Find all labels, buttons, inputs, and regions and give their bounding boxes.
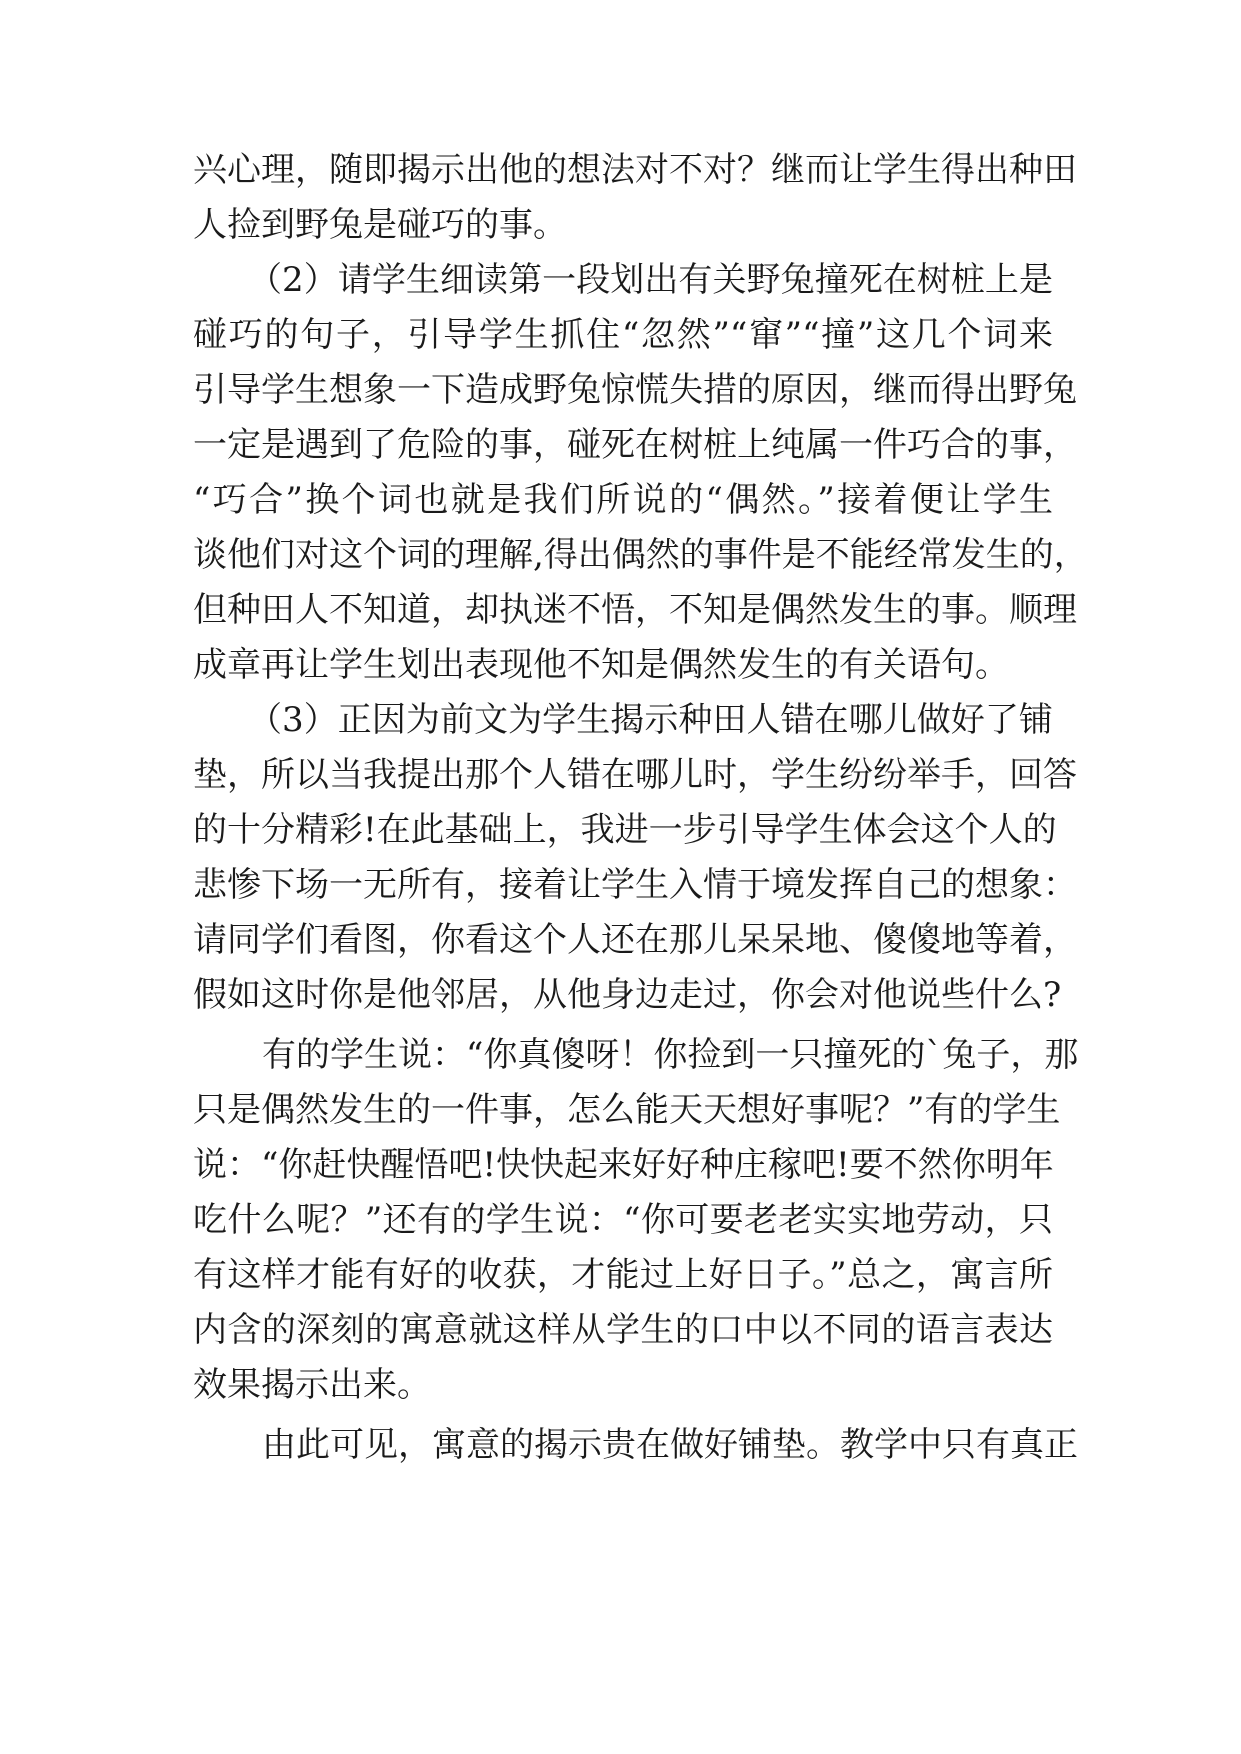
- text-line-24: 由此可见，寓意的揭示贵在做好铺垫。教学中只有真正: [262, 1425, 1078, 1465]
- text-line-22: 内含的深刻的寓意就这样从学生的口中以不同的语言表达: [193, 1310, 1053, 1350]
- text-line-14: 悲惨下场一无所有，接着让学生入情于境发挥自己的想象：: [193, 865, 1077, 905]
- text-line-8: 谈他们对这个词的理解,得出偶然的事件是不能经常发生的，: [193, 535, 1088, 575]
- text-line-17: 有的学生说：“你真傻呀！你捡到一只撞死的`兔子，那: [262, 1035, 1079, 1075]
- text-line-4: 碰巧的句子，引导学生抓住“忽然”“窜”“撞”这几个词来: [193, 315, 1053, 355]
- text-line-9: 但种田人不知道，却执迷不悟，不知是偶然发生的事。顺理: [193, 590, 1077, 630]
- text-line-6: 一定是遇到了危险的事，碰死在树桩上纯属一件巧合的事，: [193, 425, 1077, 465]
- text-line-12: 垫，所以当我提出那个人错在哪儿时，学生纷纷举手，回答: [193, 755, 1077, 795]
- text-line-2: 人捡到野兔是碰巧的事。: [193, 205, 567, 245]
- text-line-13: 的十分精彩!在此基础上，我进一步引导学生体会这个人的: [193, 810, 1057, 850]
- text-line-20: 吃什么呢？”还有的学生说：“你可要老老实实地劳动，只: [193, 1200, 1053, 1240]
- text-line-5: 引导学生想象一下造成野兔惊慌失措的原因，继而得出野兔: [193, 370, 1077, 410]
- text-line-11: （3）正因为前文为学生揭示种田人错在哪儿做好了铺: [248, 700, 1053, 740]
- text-line-7: “巧合”换个词也就是我们所说的“偶然。”接着便让学生: [193, 480, 1053, 520]
- text-line-18: 只是偶然发生的一件事，怎么能天天想好事呢？”有的学生: [193, 1090, 1061, 1130]
- text-line-10: 成章再让学生划出表现他不知是偶然发生的有关语句。: [193, 645, 1009, 685]
- text-line-15: 请同学们看图，你看这个人还在那儿呆呆地、傻傻地等着，: [193, 920, 1077, 960]
- text-line-21: 有这样才能有好的收获，才能过上好日子。”总之，寓言所: [193, 1255, 1053, 1295]
- text-line-23: 效果揭示出来。: [193, 1365, 431, 1405]
- text-line-1: 兴心理，随即揭示出他的想法对不对？继而让学生得出种田: [193, 150, 1077, 190]
- text-line-3: （2）请学生细读第一段划出有关野兔撞死在树桩上是: [248, 260, 1053, 300]
- text-line-16: 假如这时你是他邻居，从他身边走过，你会对他说些什么?: [193, 975, 1062, 1015]
- text-line-19: 说：“你赶快醒悟吧!快快起来好好种庄稼吧!要不然你明年: [193, 1145, 1054, 1185]
